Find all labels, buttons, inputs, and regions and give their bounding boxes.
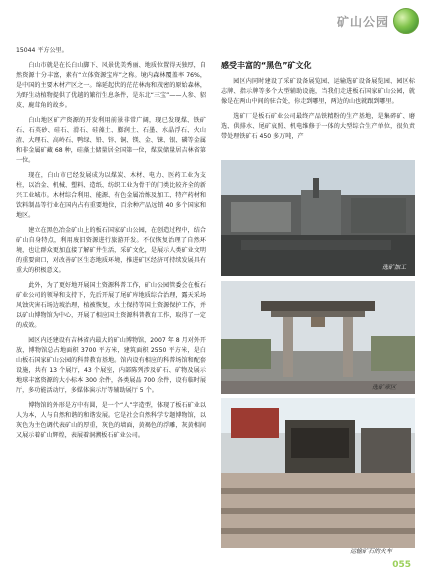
globe-logo-icon	[393, 8, 419, 34]
photo-processing-plant	[221, 160, 415, 276]
page-number: 055	[392, 560, 411, 570]
paragraph: 白山地区矿产资源的开发利用前景非常广阔，现已发现煤、铁矿石、石英砂、硅石、滑石、硅藻土、膨润土、石墨、水晶浮石、火山渣、大理石、高岭石、鸭绿、铅、锌、铜、镁、金、铼、银、磷等金属和非金属矿藏 68 种，硅藻土储量居全国第一位，煤炭储量居吉林省第一位。	[16, 117, 206, 164]
photo-caption: 选矿加工	[382, 264, 407, 271]
photo-caption: 运输矿石的火车	[350, 548, 393, 555]
header-title: 矿山公园	[336, 14, 389, 29]
paragraph: 博物馆的外形是方中有圆，是一个“人”字造型，体现了板石矿业以人为本，人与自然和谐的和谐发展。它是社会自然科学专题博物馆，以灰色为主色调代表矿山的厚重，灰色的墙面，黄褐色的浮雕，灰黄相间又展示着矿山辉煌，表展着洞溯板石矿业公司。	[16, 402, 206, 439]
paragraph: 园区内同时建设了采矿设备展览园、运输选矿设备展览园、园区标志牌、指示牌等多个大型辅助设施，当我们走进板石国家矿山公园，就像是在两山中间的驻合处，你走到哪里，两边的山也就跟到哪里。	[221, 78, 415, 105]
paragraph: 15044 平方公里。	[16, 47, 68, 54]
photo-park-gate	[221, 281, 415, 394]
photo-caption: 选矿章区	[372, 384, 397, 391]
photo-mine-train	[221, 398, 415, 548]
right-column	[221, 46, 415, 147]
paragraph: 现在，白山市已经发展成为以煤炭、木材、电力、医药工业为支柱，以冶金、机械、塑料、造纸、纺织工业为骨干的门类比较齐全的新兴工业城市。木材综合利用、能源、有色金属冶炼及加工、特产药材和饮料制品等行业在国内占有重要地位，百余种产品远销 40 多个国家和地区。	[16, 172, 206, 219]
section-title: 感受丰富的“黑色”矿文化	[221, 61, 312, 70]
paragraph: 此外，为了更好地开展国土资源科普工作，矿山公园管委会在板石矿业公司的领导和支持下，先后开展了尾矿库地质综合治理，露天采场风蚀灾害石场边坡治理，植被恢复，水土保持等国土资源保护工作，并以矿山博物馆为中心，开展了相应国土资源科普教育工作，取得了一定的成效。	[16, 282, 206, 329]
page-header	[337, 8, 419, 34]
left-column	[16, 46, 206, 446]
paragraph: 白山市就是在长白山脚下、风景优美秀丽、地质位置得天独厚，自然资源十分丰富，素有“立体资源宝库”之称。境内森林覆盖率 76%，是中国的主要木材产区之一。绵延起伏的茫茫林海和茂密的原始森林，为野生动植物提供了优越的繁衍生息条件，是东北“三宝”——人参、貂皮、鹿茸角的故乡。	[16, 62, 206, 109]
paragraph: 选矿厂是板石矿业公司最终产品铁精粉的生产基地，是集碎矿、磨选、供排水、尾矿哀照、机电维修于一体的大型综合生产单位，很负责带处理铁矿石 450 多万吨，产	[221, 113, 415, 140]
paragraph: 园区内还建设有吉林省内最大的矿山博物馆，2007 年 8 月对外开放，博物馆总占地面积 3700 平方米，建筑面积 2550 平方米，是白山板石国家矿山公园的科普教育基地。馆内设有相应的科普场馆和配套设施，共有 13 个展厅，43 个展室，内部陈列涉及矿石、矿物及展示地球丰富资源的大小标本 300 余件，各类展品 700 余件，设有临时展厅，多功能活动厅，多媒体演示厅等辅助展厅 5 个。	[16, 337, 206, 394]
paragraph: 建立在黑色冶金矿山上的板石国家矿山公园，在创造过程中，结合矿山自身特点，利用废旧资源进行旅游开发。不仅恢复治理了自然环境，也让群众更加直接了解矿井生活，采矿文化，是展示人类矿业文明的重要窗口，对改善矿区生态地质环境，推进矿区经济可持续发展具有重大的积极意义。	[16, 227, 206, 274]
